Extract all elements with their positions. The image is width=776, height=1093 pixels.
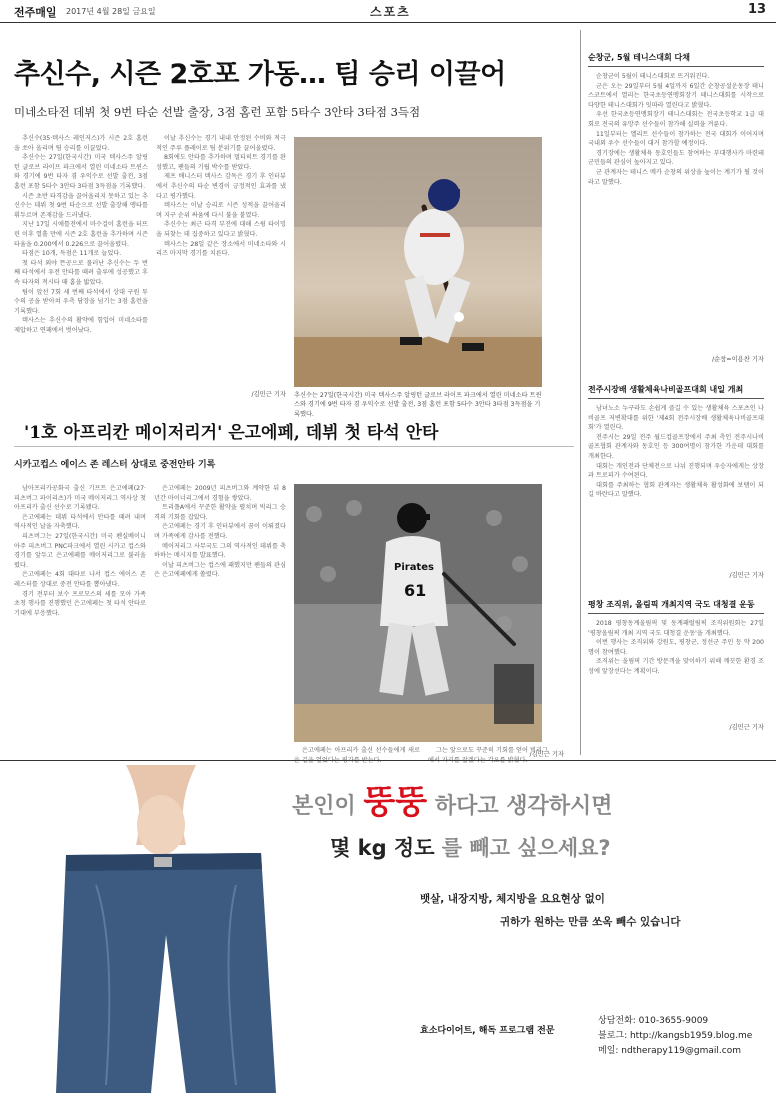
article1-headline: 추신수, 시즌 2호포 가동… 팀 승리 이끌어 <box>14 59 506 90</box>
article2-col3b: 그는 앞으로도 꾸준히 기회를 얻어 빅리그 <box>436 747 548 754</box>
side1-headline: 순창군, 5월 테니스대회 다채 <box>588 53 690 62</box>
article1-photo-caption: 추신수는 27일(한국시간) 미국 텍사스주 알링턴 글로브 라이프 파크에서 열린 미네소타 트윈스와 경기에 9번 타자 겸 우익수로 선발 출전, 3점 홈런 포함 5타수 3안타 3타점 3득점을 기록했다. <box>294 392 542 418</box>
ad-headline-1: 본인이 뚱뚱 하다고 생각하시면 <box>292 782 613 821</box>
article1-subhead: 미네소타전 데뷔 첫 9번 타순 선발 출장, 3점 홈런 포함 5타수 3안타 3타점 3득점 <box>14 105 421 119</box>
article2-col1: 남아프리카공화국 출신 기프트 은고에페(27·피츠버그 파이리츠)가 미국 메이저리그 역사상 첫 아프리카 출신 선수로 기록됐다. 은고에페는 데뷔 타석에서 안타를 때려 내며 역사적인 날을 자축했다. 피츠버그는 27일(한국시간) 미국 펜실베이니아주 피츠버그 PNC파크에서 열린 시카고 컵스와 경기를 앞두고 은고에페를 메이저리그로 불러올렸다. 은고에페는 4회 대타로 나서 컵스 에이스 존 레스터를 상대로 중전 안타를 뽑아냈다. 경기 전부터 보수 프로모스의 세를 모아 가족 초청 행사를 진행했던 은고에페는 첫 타석 안타로 기대에 부응했다. <box>14 485 146 617</box>
ad-brand: 효소다이어트, 해독 프로그램 전문 <box>420 1026 555 1036</box>
article1-credit: /김민근 기자 <box>251 391 286 398</box>
ad-divider <box>0 760 776 761</box>
ad-headline-2: 몇 kg 정도 를 빼고 싶으세요? <box>330 836 611 860</box>
article2-headline: '1호 아프리칸 메이저리거' 은고에페, 데뷔 첫 타석 안타 <box>24 423 439 443</box>
jeans-woman-illustration <box>36 765 296 1093</box>
article1-photo <box>294 137 542 387</box>
side3-credit: /김민근 기자 <box>729 724 764 731</box>
ad-contact <box>598 1014 752 1059</box>
svg-text:Pirates: Pirates <box>394 562 434 573</box>
side1-body: 순창군이 5월이 테니스대회로 뜨거워진다. 군은 오는 29일부터 5월 4일까지 6일간 순창공설운동장 테니스코트에서 열리는 한국초등연맹회장기 테니스대회를 시작으로 다양한 테니스대회가 잇따라 열린다고 밝혔다. 우선 한국초등연맹회장기 테니스대회는 전국초등학교 1급 대회로 전국의 유망주 선수들이 참가해 실력을 겨룬다. 11일부터는 엘리트 선수들이 참가하는 전국 대회가 이어지며 국내외 우수 선수들이 대거 참가할 예정이다. 경기장에는 생활체육 동호인들도 참여하는 부대행사가 마련돼 군민들의 관심이 높아지고 있다. 군 관계자는 테니스 메카 순창의 위상을 높이는 계기가 될 것이라고 말했다. <box>588 73 764 186</box>
ad-line-3: 뱃살, 내장지방, 체지방을 요요현상 없이 <box>420 893 605 905</box>
article1-col2: 이날 추신수는 경기 내내 안정된 수비와 적극적인 주루 플레이로 팀 분위기를 끌어올렸다. 8회에도 안타를 추가하며 멀티히트 경기를 완성했고, 팬들의 기립 박수를 받았다. 제프 배니스터 텍사스 감독은 경기 후 인터뷰에서 추신수의 타순 변경이 긍정적인 효과를 냈다고 평가했다. 텍사스는 이날 승리로 시즌 성적을 끌어올리며 지구 순위 싸움에 다시 불을 붙였다. 추신수는 최근 타격 부진에 대해 스윙 타이밍을 되찾는 데 집중하고 있다고 밝혔다. 텍사스는 28일 같은 장소에서 미네소타와 시리즈 마지막 경기를 치른다. <box>156 135 286 258</box>
side1-credit: /순창=이용찬 기자 <box>712 356 764 363</box>
batter-illustration <box>294 137 542 387</box>
section-title: 스포츠 <box>370 5 411 19</box>
article2-subhead: 시카고컵스 에이스 존 레스터 상대로 중전안타 기록 <box>14 460 216 470</box>
article1-col1: 추신수(35·텍사스 레인저스)가 시즌 2호 홈런을 쏘아 올리며 팀 승리를 이끌었다. 추신수는 27일(한국시간) 미국 텍사스주 알링턴 글로브 라이프 파크에서 열린 미네소타 트윈스와 경기에 9번 타자 겸 우익수로 선발 출전, 3점 홈런 포함 5타수 3안타 3타점 3득점을 기록했다. 시즌 초반 타격감을 끌어올리지 못하고 있는 추신수는 데뷔 첫 9번 타순으로 선발 출장해 맹타를 휘두르며 존재감을 드러냈다. 지난 17일 시애틀전에서 마수걸이 홈런을 터뜨린 이후 열흘 만에 시즌 2호 홈런을 추가하며 시즌 타율을 0.200에서 0.226으로 끌어올렸다. 타점은 10개, 득점은 11개로 늘었다. 첫 타석 외야 뜬공으로 물러난 추신수는 두 번째 타석에서 우전 안타를 때려 출루에 성공했고 후속 타자의 적시타 때 홈을 밟았다. 팀이 앞선 7회 세 번째 타석에서 상대 구원 투수의 공을 받아쳐 우측 담장을 넘기는 3점 홈런을 기록했다. 텍사스는 추신수의 활약에 힘입어 미네소타를 제압하고 연패에서 벗어났다. <box>14 135 148 334</box>
issue-date: 2017년 4월 28일 금요일 <box>66 7 156 16</box>
page-number: 13 <box>748 2 767 17</box>
ad-highlight-word: 뚱뚱 <box>363 782 428 821</box>
article2-credit: /김민근 기자 <box>529 751 564 758</box>
side2-body: 남녀노소 누구라도 손쉽게 즐길 수 있는 생활체육 스포츠인 나비골프 저변확대를 위한 '제4회 전주시장배 생활체육나비골프대회'가 열린다. 전주시는 29일 전주 월드컵골프장에서 주최 측인 전주시나비골프협회 관계자와 동호인 등 300여명이 참가한 가운데 대회를 개최한다. 대회는 개인전과 단체전으로 나눠 진행되며 우승자에게는 상장과 트로피가 수여된다. 대회를 주최하는 협회 관계자는 생활체육 활성화에 보탬이 되길 바란다고 말했다. <box>588 405 764 499</box>
article2-col2: 은고에페는 2009년 피츠버그와 계약한 뒤 8년간 마이너리그에서 경험을 쌓았다. 트리플A에서 꾸준한 활약을 펼치며 빅리그 승격의 기회를 잡았다. 은고에페는 경기 후 인터뷰에서 꿈이 이뤄졌다며 가족에게 감사를 전했다. 메이저리그 사무국도 그의 역사적인 데뷔를 축하하는 메시지를 발표했다. 이날 피츠버그는 컵스에 패했지만 팬들의 관심은 은고에페에게 쏠렸다. <box>154 485 286 579</box>
ad-phone: 상담전화: 010-3655-9009 <box>598 1016 709 1026</box>
side2-headline: 전주시장배 생활체육나비골프대회 내일 개최 <box>588 385 744 394</box>
article2-rule <box>14 446 574 447</box>
article2-col3a: 은고에페는 아프리카 출신 선수들에게 새로 <box>302 747 420 754</box>
newspaper-name: 전주매일 <box>14 6 57 19</box>
ad-email[interactable]: 메일: ndtherapy119@gmail.com <box>598 1046 741 1056</box>
pirates-player-illustration <box>294 484 542 742</box>
side3-headline: 평창 조직위, 올림픽 개최지역 국도 대청결 운동 <box>588 600 755 609</box>
side2-credit: /김민근 기자 <box>729 572 764 579</box>
side1-rule <box>588 66 764 67</box>
ad-line-4: 귀하가 원하는 만큼 쏘옥 빼수 있습니다 <box>500 916 681 928</box>
column-divider <box>580 30 581 755</box>
side3-body: 2018 평창동계올림픽 및 동계패럴림픽 조직위원회는 27일 '평창올림픽 개최 지역 국도 대청결 운동'을 개최했다. 이번 행사는 조직위와 강원도, 평창군, 정선군 주민 등 약 200명이 참여했다. 조직위는 올림픽 기간 방문객을 맞이하기 위해 깨끗한 환경 조성에 앞장선다는 계획이다. <box>588 620 764 675</box>
svg-text:61: 61 <box>404 581 427 600</box>
article2-photo <box>294 484 542 742</box>
side3-rule <box>588 613 764 614</box>
ad-blog[interactable]: 블로그: http://kangsb1959.blog.me <box>598 1031 753 1041</box>
side2-rule <box>588 398 764 399</box>
